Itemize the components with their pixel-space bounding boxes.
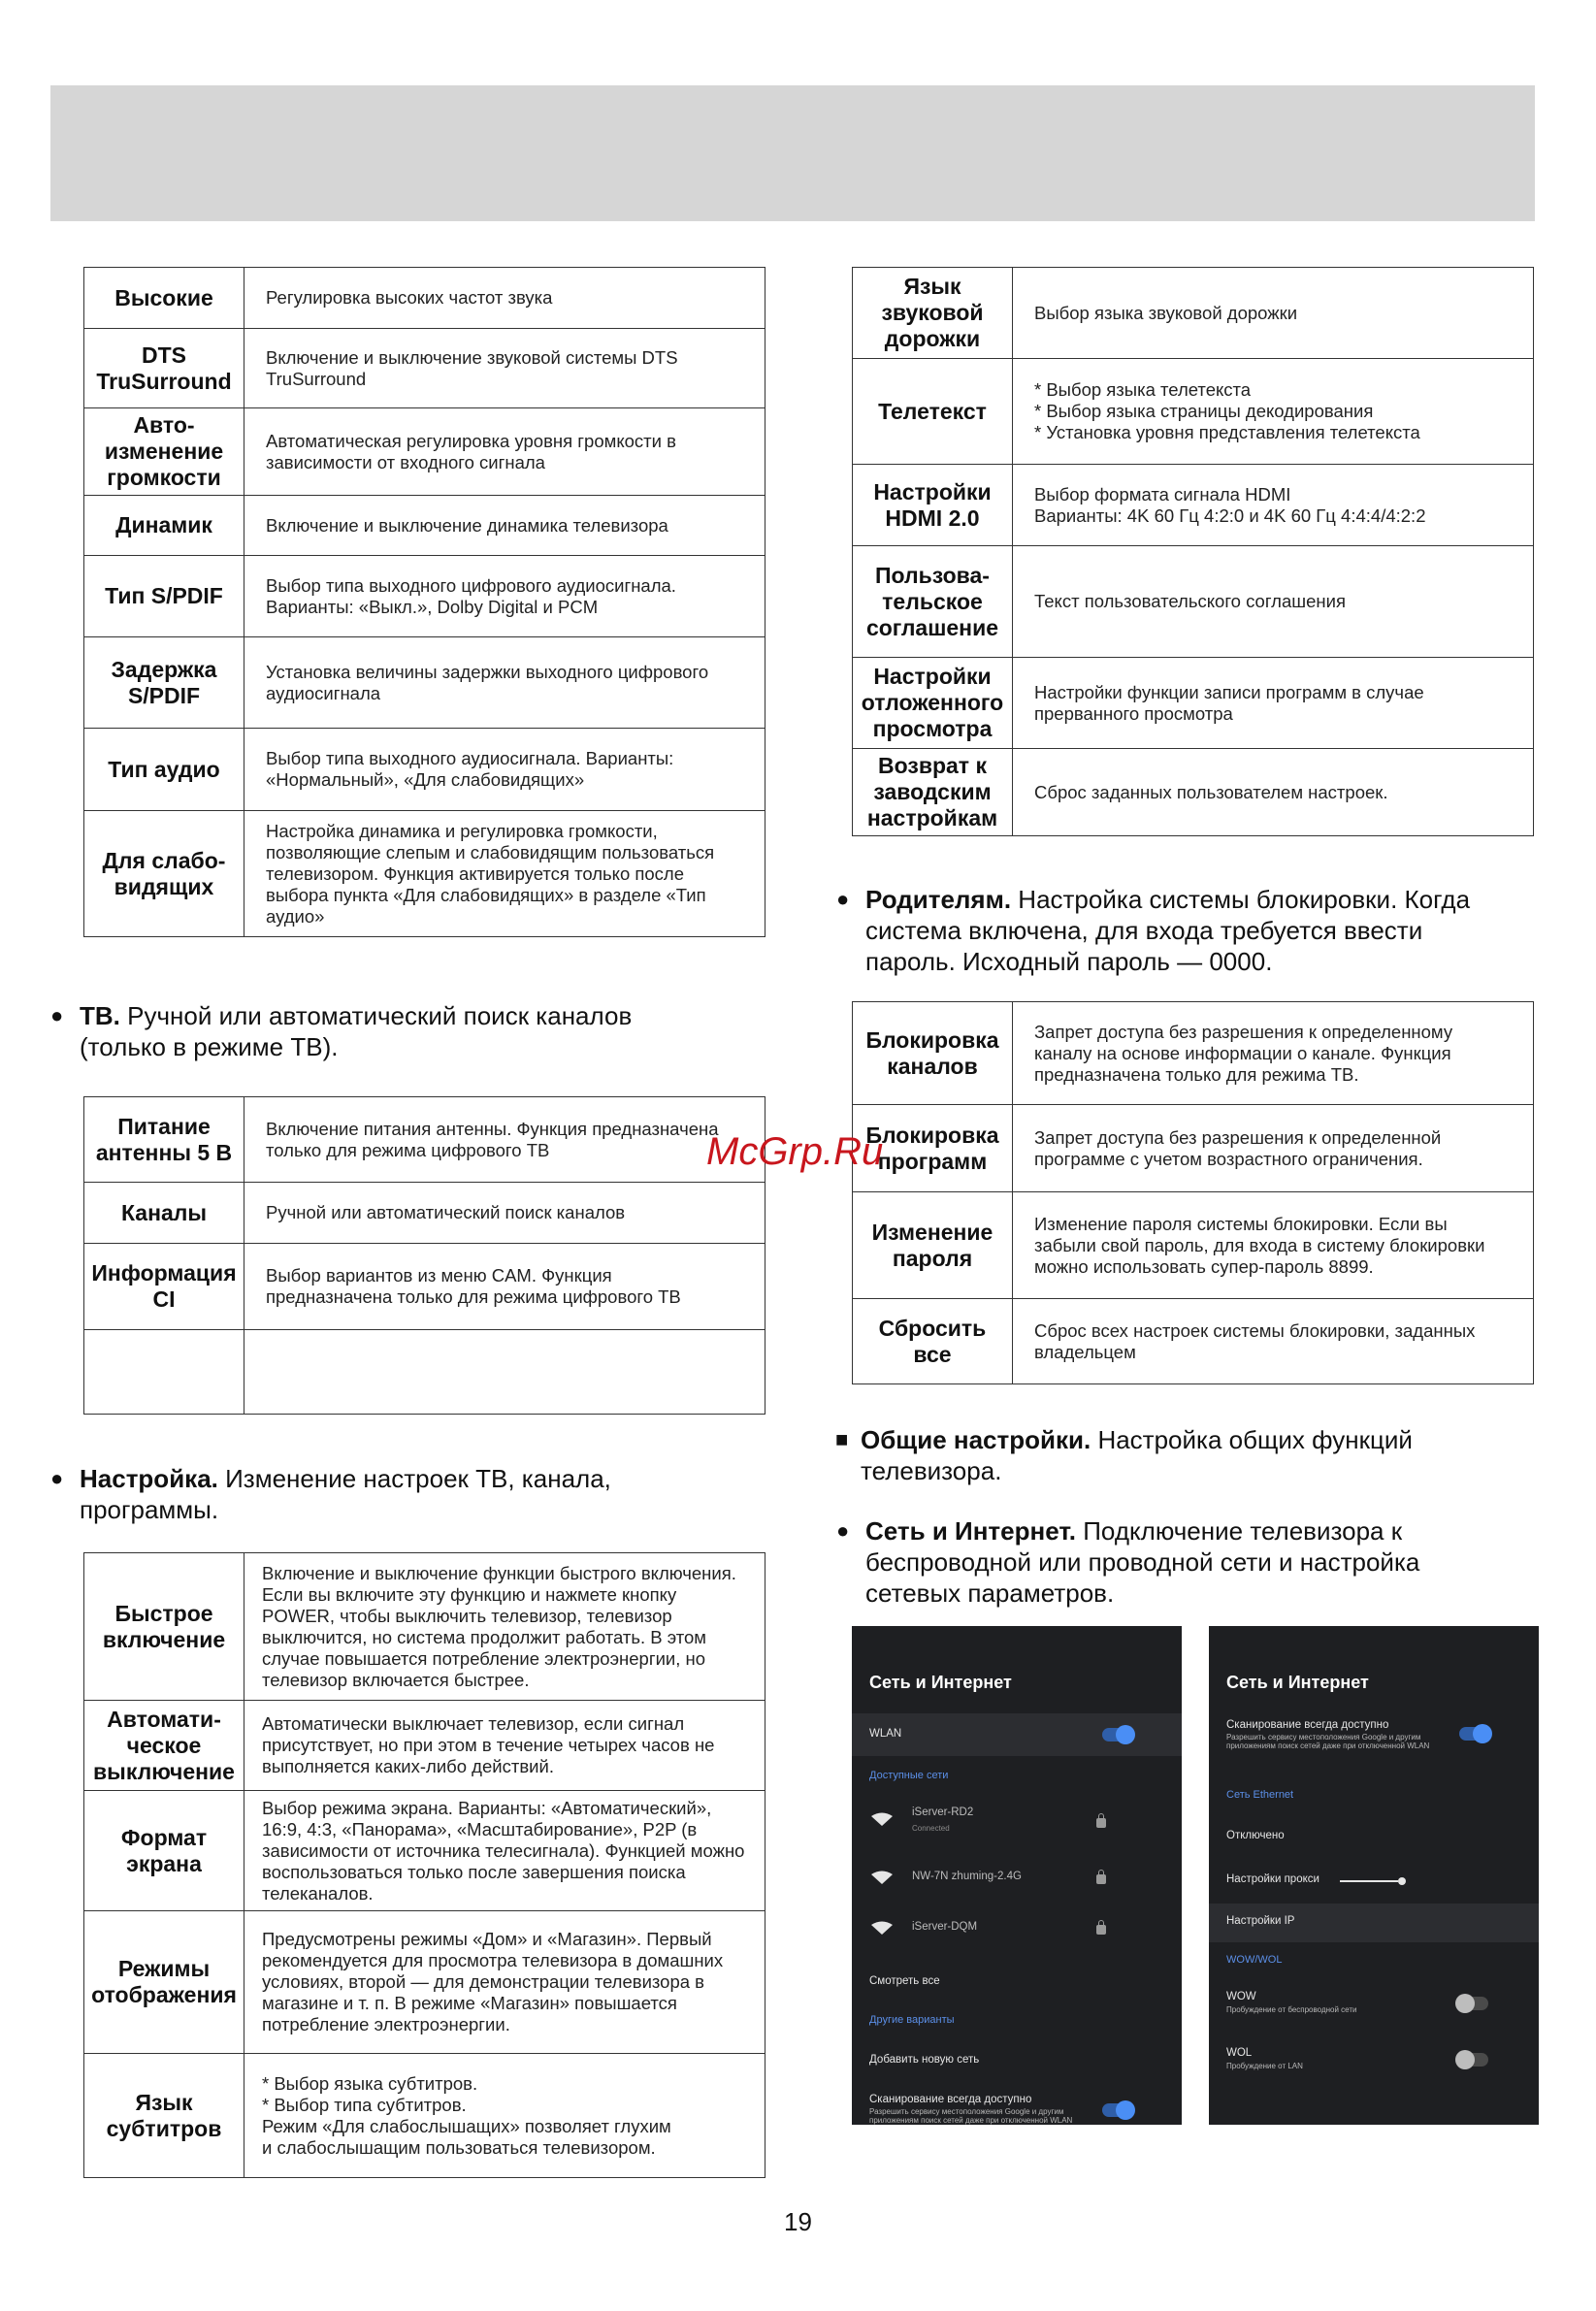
desc: Предусмотрены режимы «Дом» и «Магазин». Первый рекомендуется для просмотра телевизора в домашних условиях, второй — для демонстрации телевизора в магазине и т. п. В режиме «Магазин» повышается потребление электроэнергии. — [244, 1911, 765, 2054]
page-number: 19 — [784, 2207, 812, 2236]
network-item[interactable] — [852, 1909, 1182, 1948]
bullet-dot-icon: ● — [836, 1518, 850, 1543]
bullet-lead: Сеть и Интернет. — [865, 1516, 1077, 1546]
table-row — [84, 1244, 765, 1330]
term: Задержка S/PDIF — [84, 637, 244, 729]
term: Для слабо-видящих — [84, 811, 244, 937]
desc: Сброс заданных пользователем настроек. — [1013, 749, 1534, 836]
table-row — [84, 729, 765, 811]
network-screen-ethernet — [1209, 1626, 1539, 2125]
wol-toggle[interactable] — [1459, 2053, 1488, 2067]
table-parents — [852, 1001, 1534, 1384]
wifi-icon — [871, 1921, 893, 1935]
table-row — [84, 1701, 765, 1791]
watermark: McGrp.Ru — [706, 1130, 884, 1173]
desc: Настройка динамика и регулировка громкости, позволяющие слепым и слабовидящим пользоваться телевизором. Функция активируется только после выбора пункта «Для слабовидящих» в разделе «Тип аудио» — [244, 811, 765, 937]
term: Телетекст — [853, 359, 1013, 465]
lock-icon — [1096, 1925, 1106, 1935]
desc: Запрет доступа без разрешения к определенному каналу на основе информации о канале. Функция предназначена только для режима ТВ. — [1013, 1002, 1534, 1105]
network-name: iServer-RD2 — [912, 1806, 974, 1818]
term: Каналы — [84, 1183, 244, 1244]
table-tv — [83, 1096, 765, 1415]
focus-line — [1340, 1880, 1398, 1882]
available-networks-header: Доступные сети — [869, 1770, 949, 1781]
desc: * Выбор языка телетекста * Выбор языка страницы декодирования * Установка уровня представления телетекста — [1013, 359, 1534, 465]
scan-description: Разрешить сервису местоположения Google и другим приложениям поиск сетей даже при отключенной WLAN — [1226, 1733, 1430, 1750]
table-row — [84, 1097, 765, 1183]
table-row — [84, 637, 765, 729]
bullet-lead: Настройка. — [80, 1464, 218, 1493]
desc: Сброс всех настроек системы блокировки, заданных владельцем — [1013, 1299, 1534, 1384]
desc: Запрет доступа без разрешения к определенной программе с учетом возрастного ограничения. — [1013, 1105, 1534, 1192]
add-network-link[interactable]: Добавить новую сеть — [869, 2054, 980, 2066]
network-item[interactable] — [852, 1859, 1182, 1898]
desc: Включение и выключение звуковой системы DTS TruSurround — [244, 329, 765, 408]
wlan-toggle[interactable] — [1102, 1728, 1131, 1741]
network-name: iServer-DQM — [912, 1921, 978, 1933]
table-row — [84, 496, 765, 556]
desc: Установка величины задержки выходного цифрового аудиосигнала — [244, 637, 765, 729]
wow-wol-header: WOW/WOL — [1226, 1954, 1283, 1966]
table-row — [84, 408, 765, 496]
table-row — [84, 1911, 765, 2054]
scan-label: Сканирование всегда доступно — [869, 2094, 1032, 2105]
bullet-text: Ручной или автоматический поиск каналов (только в режиме ТВ). — [80, 1001, 633, 1061]
ip-settings-row[interactable] — [1209, 1904, 1539, 1942]
desc: Выбор языка звуковой дорожки — [1013, 268, 1534, 359]
table-setup — [83, 1552, 765, 2178]
see-all-link[interactable]: Смотреть все — [869, 1975, 940, 1987]
term: Сбросить все — [853, 1299, 1013, 1384]
desc: Выбор режима экрана. Варианты: «Автоматический», 16:9, 4:3, «Панорама», «Масштабирование», P2P (в зависимости от источника телесигнала). Функцией можно воспользоваться только после завершения поиска телеканалов. — [244, 1791, 765, 1911]
scan-toggle[interactable] — [1102, 2103, 1131, 2117]
network-status: Connected — [912, 1824, 950, 1833]
wow-description: Пробуждение от беспроводной сети — [1226, 2005, 1357, 2014]
wow-label: WOW — [1226, 1991, 1256, 2002]
desc: Ручной или автоматический поиск каналов — [244, 1183, 765, 1244]
term: Информация CI — [84, 1244, 244, 1330]
term: Быстрое включение — [84, 1553, 244, 1701]
term — [84, 1330, 244, 1415]
desc: Включение питания антенны. Функция предназначена только для режима цифрового ТВ — [244, 1097, 765, 1183]
desc — [244, 1330, 765, 1415]
table-row — [853, 1192, 1534, 1299]
table-misc — [852, 267, 1534, 836]
wol-label: WOL — [1226, 2047, 1253, 2059]
bullet-lead: Родителям. — [865, 885, 1012, 914]
term: Формат экрана — [84, 1791, 244, 1911]
term: Высокие — [84, 268, 244, 329]
bullet-text: Настройка системы блокировки. Когда система включена, для входа требуется ввести пароль. Исходный пароль — 0000. — [865, 885, 1471, 976]
bullet-text: Подключение телевизора к беспроводной или проводной сети и настройка сетевых параметров. — [865, 1516, 1420, 1608]
ethernet-header: Сеть Ethernet — [1226, 1789, 1294, 1801]
wol-description: Пробуждение от LAN — [1226, 2062, 1303, 2070]
bullet-general — [835, 1424, 1501, 1486]
network-name: NW-7N zhuming-2.4G — [912, 1871, 1022, 1882]
table-row — [84, 1330, 765, 1415]
bullet-lead: ТВ. — [80, 1001, 120, 1030]
desc: Автоматически выключает телевизор, если сигнал присутствует, но при этом в течение четырех часов не выполняется каких-либо действий. — [244, 1701, 765, 1791]
table-row — [84, 556, 765, 637]
term: Блокировка программ — [853, 1105, 1013, 1192]
table-row — [84, 1553, 765, 1701]
table-row — [853, 465, 1534, 546]
proxy-settings-row[interactable] — [1209, 1863, 1539, 1900]
desc: Автоматическая регулировка уровня громкости в зависимости от входного сигнала — [244, 408, 765, 496]
desc: Включение и выключение функции быстрого включения. Если вы включите эту функцию и нажмете кнопку POWER, чтобы выключить телевизор, телевизор выключится, но система продолжит работать. В этом случае повышается потребление электроэнергии, но телевизор включается быстрее. — [244, 1553, 765, 1701]
table-row — [853, 749, 1534, 836]
desc: Изменение пароля системы блокировки. Если вы забыли свой пароль, для входа в систему блокировки можно использовать супер-пароль 8899. — [1013, 1192, 1534, 1299]
term: Динамик — [84, 496, 244, 556]
term: Тип аудио — [84, 729, 244, 811]
wifi-icon — [871, 1871, 893, 1884]
desc: Выбор формата сигнала HDMI Варианты: 4K 60 Гц 4:2:0 и 4K 60 Гц 4:4:4/4:2:2 — [1013, 465, 1534, 546]
network-screen-wlan — [852, 1626, 1182, 2125]
wlan-label: WLAN — [869, 1728, 902, 1740]
bullet-dot-icon: ● — [50, 1466, 64, 1490]
bullet-tv — [50, 1000, 700, 1062]
term: Изменение пароля — [853, 1192, 1013, 1299]
screen-title: Сеть и Интернет — [869, 1673, 1012, 1692]
ethernet-status: Отключено — [1226, 1830, 1285, 1841]
other-options-header: Другие варианты — [869, 2014, 955, 2026]
term: Режимы отображения — [84, 1911, 244, 2054]
desc: Настройки функции записи программ в случае прерванного просмотра — [1013, 658, 1534, 749]
table-row — [84, 811, 765, 937]
bullet-network — [836, 1515, 1506, 1609]
table-row — [853, 1002, 1534, 1105]
table-row — [84, 2054, 765, 2178]
desc: Включение и выключение динамика телевизора — [244, 496, 765, 556]
network-item[interactable] — [852, 1801, 1182, 1845]
term: Тип S/PDIF — [84, 556, 244, 637]
lock-icon — [1096, 1874, 1106, 1884]
desc: Выбор вариантов из меню CAM. Функция предназначена только для режима цифрового ТВ — [244, 1244, 765, 1330]
term: Язык субтитров — [84, 2054, 244, 2178]
square-bullet-icon: ■ — [835, 1427, 849, 1451]
scan-label: Сканирование всегда доступно — [1226, 1719, 1389, 1731]
table-row — [853, 359, 1534, 465]
table-sound — [83, 267, 765, 937]
lock-icon — [1096, 1818, 1106, 1828]
term: Питание антенны 5 В — [84, 1097, 244, 1183]
table-row — [84, 1791, 765, 1911]
focus-dot — [1398, 1877, 1406, 1885]
term: Пользова-тельское соглашение — [853, 546, 1013, 658]
table-row — [853, 546, 1534, 658]
wifi-icon — [871, 1812, 893, 1826]
term: Авто-изменение громкости — [84, 408, 244, 496]
term: Блокировка каналов — [853, 1002, 1013, 1105]
term: DTS TruSurround — [84, 329, 244, 408]
bullet-dot-icon: ● — [836, 887, 850, 911]
term: Настройки отложенного просмотра — [853, 658, 1013, 749]
screen-title: Сеть и Интернет — [1226, 1673, 1369, 1692]
table-row — [853, 1105, 1534, 1192]
term: Возврат к заводским настройкам — [853, 749, 1013, 836]
term: Автомати-ческое выключение — [84, 1701, 244, 1791]
table-row — [84, 1183, 765, 1244]
table-row — [853, 1299, 1534, 1384]
desc: Текст пользовательского соглашения — [1013, 546, 1534, 658]
table-row — [84, 268, 765, 329]
bullet-dot-icon: ● — [50, 1003, 64, 1027]
desc: Выбор типа выходного аудиосигнала. Варианты: «Нормальный», «Для слабовидящих» — [244, 729, 765, 811]
table-row — [84, 329, 765, 408]
bullet-text: Настройка общих функций телевизора. — [861, 1425, 1413, 1485]
term: Настройки HDMI 2.0 — [853, 465, 1013, 546]
bullet-text: Изменение настроек ТВ, канала, программы. — [80, 1464, 611, 1524]
bullet-lead: Общие настройки. — [861, 1425, 1091, 1454]
ip-settings-label: Настройки IP — [1226, 1915, 1295, 1927]
bullet-setup — [50, 1463, 700, 1525]
table-row — [853, 658, 1534, 749]
desc: Выбор типа выходного цифрового аудиосигнала. Варианты: «Выкл.», Dolby Digital и PCM — [244, 556, 765, 637]
desc: * Выбор языка субтитров. * Выбор типа субтитров. Режим «Для слабослышащих» позволяет глухим и слабослышащим пользоваться телевизором. — [244, 2054, 765, 2178]
wow-toggle[interactable] — [1459, 1997, 1488, 2010]
table-row — [853, 268, 1534, 359]
desc: Регулировка высоких частот звука — [244, 268, 765, 329]
scan-description: Разрешить сервису местоположения Google и другим приложениям поиск сетей даже при отключенной WLAN — [869, 2107, 1073, 2125]
bullet-parents — [836, 884, 1486, 977]
header-bar — [50, 85, 1535, 221]
wlan-row[interactable] — [852, 1713, 1182, 1756]
scan-toggle[interactable] — [1459, 1727, 1488, 1741]
term: Язык звуковой дорожки — [853, 268, 1013, 359]
proxy-settings-label: Настройки прокси — [1226, 1873, 1319, 1885]
